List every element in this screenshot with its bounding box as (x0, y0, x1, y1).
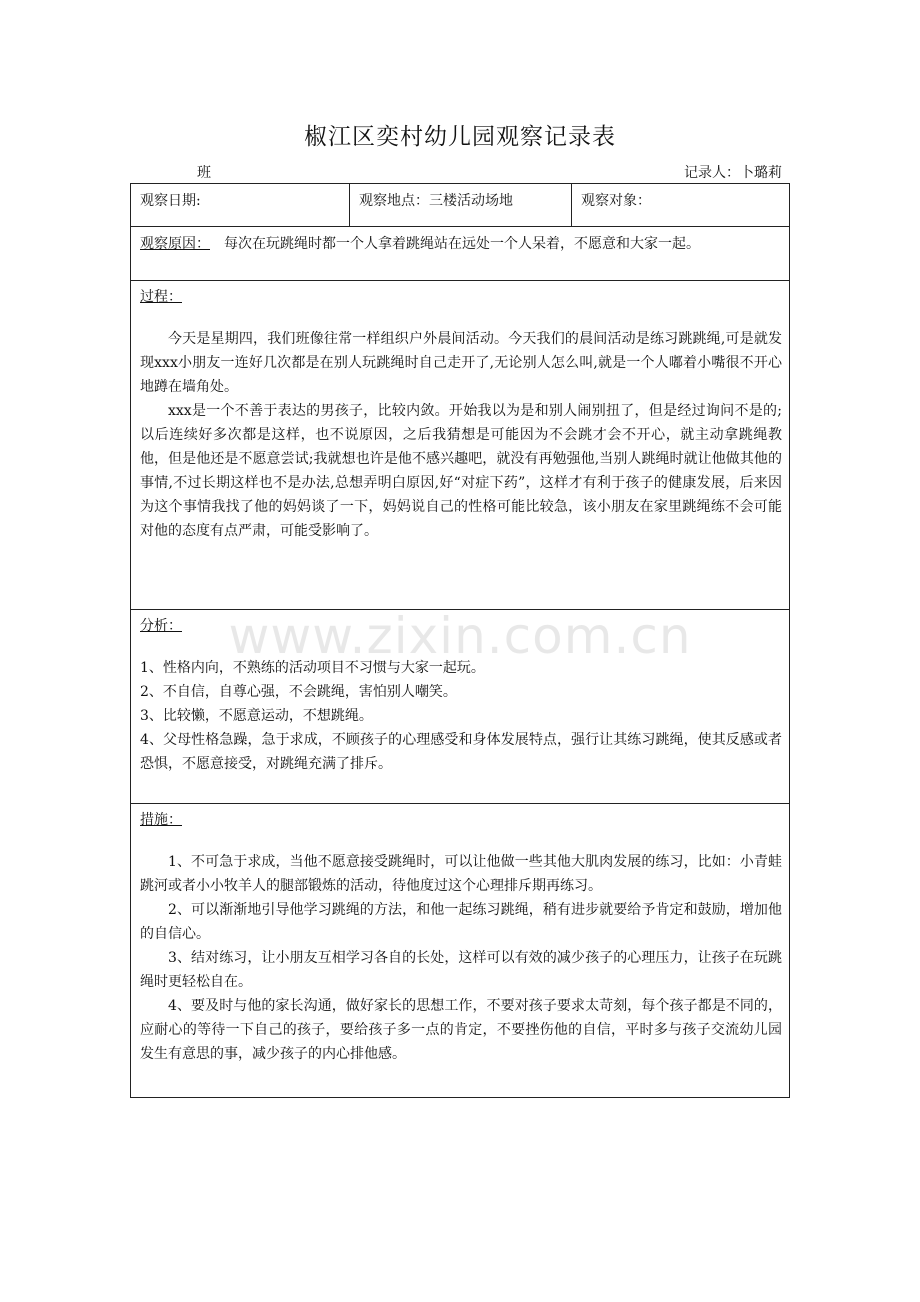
measure-item: 3、结对练习，让小朋友互相学习各自的长处，这样可以有效的减少孩子的心理压力，让孩子在玩跳绳时更轻松自在。 (140, 950, 782, 990)
measures-label: 措施： (140, 812, 182, 828)
reason-label: 观察原因： (140, 236, 210, 252)
process-section (131, 281, 789, 610)
analysis-item: 3、比较懒，不愿意运动，不想跳绳。 (140, 708, 373, 724)
observation-subject-cell: 观察对象： (571, 184, 790, 226)
process-paragraph: 今天是星期四，我们班像往常一样组织户外晨间活动。今天我们的晨间活动是练习跳跳绳,可是就发现xxx小朋友一连好几次都是在别人玩跳绳时自己走开了,无论别人怎么叫,就是一个人嘟着小嘴很不开心地蹲在墙角处。 (140, 331, 782, 395)
measures-section (131, 804, 789, 1097)
class-label: 班 (197, 165, 211, 181)
measure-item: 1、不可急于求成，当他不愿意接受跳绳时，可以让他做一些其他大肌肉发展的练习，比如：小青蛙跳河或者小小牧羊人的腿部锻炼的活动，待他度过这个心理排斥期再练习。 (140, 854, 782, 894)
process-body (140, 327, 782, 543)
analysis-item: 1、性格内向，不熟练的活动项目不习惯与大家一起玩。 (140, 660, 485, 676)
analysis-label: 分析： (140, 618, 182, 634)
analysis-list (140, 656, 782, 776)
recorder-label: 记录人：卜璐莉 (684, 165, 782, 181)
observation-table (130, 183, 790, 1098)
observation-date-cell: 观察日期: (140, 193, 201, 209)
info-row (131, 184, 789, 227)
analysis-section (131, 610, 789, 804)
watermark-text: www.zixin.com.cn (228, 607, 692, 665)
process-paragraph: xxx是一个不善于表达的男孩子，比较内敛。开始我以为是和别人闹别扭了，但是经过询问不是的;以后连续好多次都是这样，也不说原因，之后我猜想是可能因为不会跳才会不开心，就主动拿跳绳教他，但是他还是不愿意尝试;我就想也许是他不感兴趣吧，就没有再勉强他,当别人跳绳时就让他做其他的事情,不过长期这样也不是办法,总想弄明白原因,好“对症下药”，这样才有利于孩子的健康发展，后来因为这个事情我找了他的妈妈谈了一下，妈妈说自己的性格可能比较急，该小朋友在家里跳绳练不会可能对他的态度有点严肃，可能受影响了。 (140, 403, 782, 539)
document-title: 椒江区奕村幼儿园观察记录表 (304, 124, 616, 150)
measure-item: 2、可以渐渐地引导他学习跳绳的方法，和他一起练习跳绳，稍有进步就要给予肯定和鼓励，增加他的自信心。 (140, 902, 782, 942)
observation-place-cell: 观察地点：三楼活动场地 (349, 184, 571, 226)
analysis-item: 2、不自信，自尊心强，不会跳绳，害怕别人嘲笑。 (140, 684, 457, 700)
analysis-item: 4、父母性格急躁，急于求成，不顾孩子的心理感受和身体发展特点，强行让其练习跳绳，使其反感或者恐惧，不愿意接受，对跳绳充满了排斥。 (140, 732, 782, 772)
process-label: 过程： (140, 289, 182, 305)
reason-row (131, 227, 789, 281)
reason-text: 每次在玩跳绳时都一个人拿着跳绳站在远处一个人呆着，不愿意和大家一起。 (224, 236, 700, 252)
measures-list (140, 850, 782, 1066)
measure-item: 4、要及时与他的家长沟通，做好家长的思想工作，不要对孩子要求太苛刻，每个孩子都是不同的，应耐心的等待一下自己的孩子，要给孩子多一点的肯定，不要挫伤他的自信，平时多与孩子交流幼儿园发生有意思的事，减少孩子的内心排他感。 (140, 998, 782, 1062)
